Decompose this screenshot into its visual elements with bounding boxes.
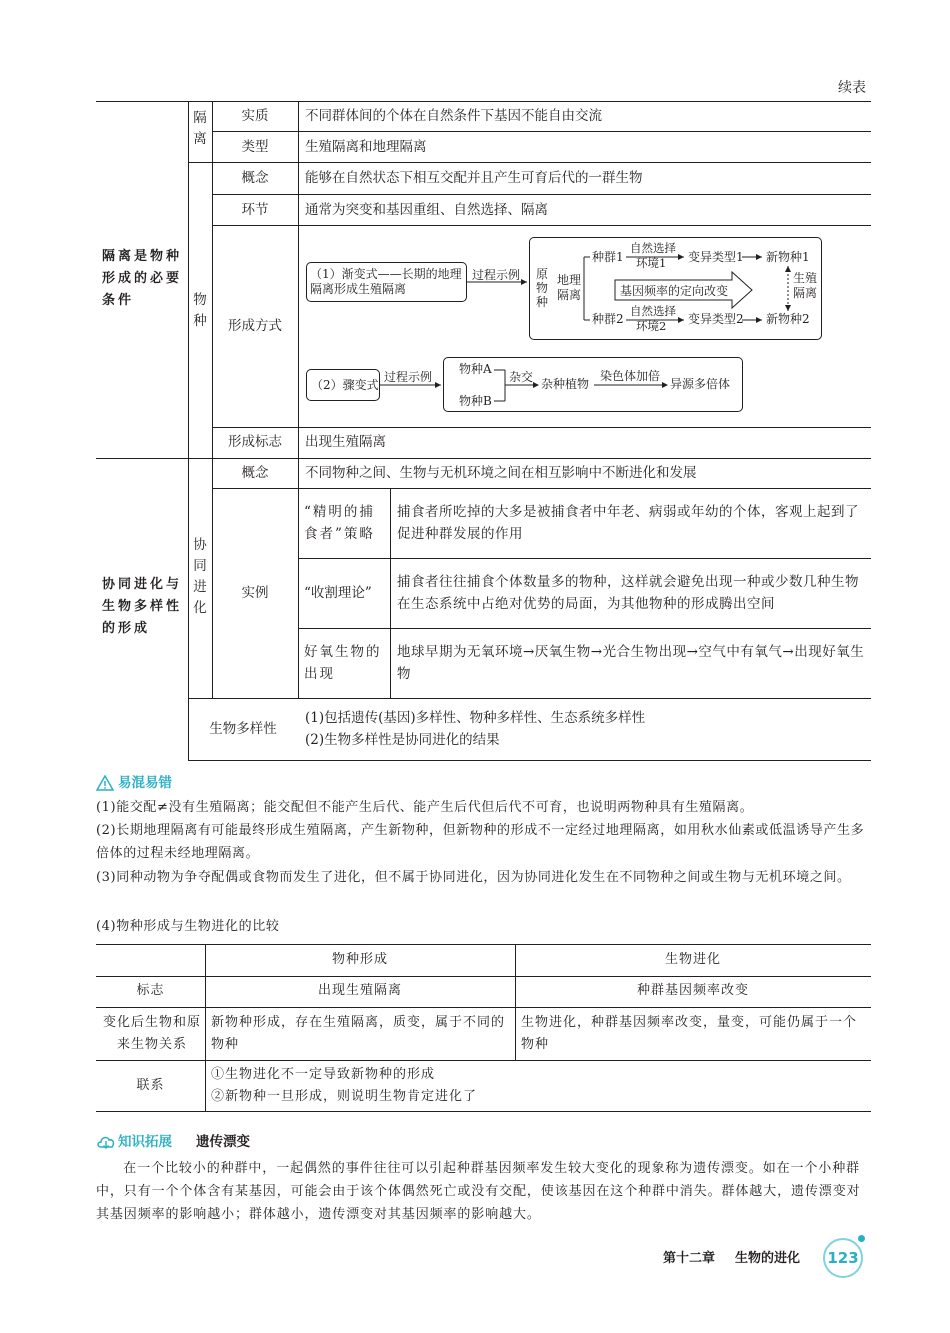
sel2-label: 自然选择 bbox=[630, 304, 676, 318]
row-label: 实例 bbox=[241, 585, 269, 601]
example-name: 好氧生物的出现 bbox=[304, 644, 382, 682]
example-text: 地球早期为无氧环境→厌氧生物→光合生物出现→空气中有氧气→出现好氧生物 bbox=[397, 644, 865, 682]
extension-title: 遗传漂变 bbox=[196, 1134, 250, 1150]
extension-tag: 知识拓展 bbox=[118, 1134, 172, 1150]
pitfall-item: (3)同种动物为争夺配偶或食物而发生了进化，但不属于协同进化，因为协同进化发生在不同物种之间或生物与无机环境之间。 bbox=[96, 870, 851, 885]
row-text: 出现生殖隔离 bbox=[305, 434, 386, 450]
var1-label: 变异类型1 bbox=[688, 250, 744, 264]
gradual-label: （1）渐变式——长期的地理隔离形成生殖隔离 bbox=[310, 267, 462, 296]
badge-dot bbox=[858, 1235, 865, 1242]
row-label: 生物多样性 bbox=[209, 721, 277, 737]
row-text: 不同群体间的个体在自然条件下基因不能自由交流 bbox=[305, 108, 602, 124]
continued-label: 续表 bbox=[838, 80, 866, 96]
pitfall-item: (2)长期地理隔离有可能最终形成生殖隔离，产生新物种，但新物种的形成不一定经过地理隔离，如用秋水仙素或低温诱导产生多倍体的过程未经地理隔离。 bbox=[96, 823, 865, 861]
process-label: 过程示例 bbox=[384, 370, 433, 384]
cell: 新物种形成，存在生殖隔离，质变，属于不同的物种 bbox=[211, 1015, 506, 1052]
table-top-rule bbox=[96, 944, 871, 945]
link-line: ②新物种一旦形成，则说明生物肯定进化了 bbox=[211, 1089, 478, 1104]
pitfall-item: (1)能交配≠没有生殖隔离；能交配但不能产生后代、能产生后代但后代不可育，也说明两物种具有生殖隔离。 bbox=[96, 800, 754, 815]
row-label: 联系 bbox=[136, 1078, 165, 1093]
pitfall-item: (4)物种形成与生物进化的比较 bbox=[96, 919, 280, 934]
coevolution-vlabel: 协同进化 bbox=[193, 537, 207, 616]
chapter-title: 生物的进化 bbox=[735, 1251, 801, 1266]
polyploid-label: 异源多倍体 bbox=[670, 377, 731, 391]
link-line: ①生物进化不一定导致新物种的形成 bbox=[211, 1067, 436, 1082]
pop2-label: 种群2 bbox=[592, 312, 624, 326]
new2-label: 新物种2 bbox=[766, 312, 810, 326]
example-text: 捕食者往往捕食个体数量多的物种，这样就会避免出现一种或少数几种生物在生态系统中占绝对优势的局面，为其他物种的形成腾出空间 bbox=[397, 574, 859, 612]
row-text: 生殖隔离和地理隔离 bbox=[305, 139, 427, 155]
pitfalls-title: 易混易错 bbox=[118, 775, 172, 791]
biodiversity-line: (1)包括遗传(基因)多样性、物种多样性、生态系统多样性 bbox=[305, 710, 646, 726]
new1-label: 新物种1 bbox=[766, 250, 810, 264]
cell: 出现生殖隔离 bbox=[317, 983, 402, 998]
row-label: 形成方式 bbox=[228, 318, 282, 334]
chapter-label: 第十二章 bbox=[663, 1251, 716, 1266]
row-text: 通常为突变和基因重组、自然选择、隔离 bbox=[305, 202, 548, 218]
example-name: “收割理论” bbox=[304, 585, 372, 601]
species-vlabel: 物种 bbox=[193, 292, 207, 329]
row-label: 环节 bbox=[241, 202, 269, 218]
hybrid-label: 杂种植物 bbox=[541, 377, 590, 391]
row-label: 变化后生物和原来生物关系 bbox=[103, 1015, 202, 1052]
table-bottom-rule bbox=[96, 1111, 871, 1112]
column-header: 物种形成 bbox=[331, 952, 388, 967]
env1-label: 环境1 bbox=[636, 256, 667, 270]
var2-label: 变异类型2 bbox=[688, 312, 744, 326]
warning-icon bbox=[96, 775, 114, 791]
pop1-label: 种群1 bbox=[592, 250, 624, 264]
process-label: 过程示例 bbox=[472, 268, 521, 282]
row-label: 标志 bbox=[136, 983, 165, 998]
biodiversity-line: (2)生物多样性是协同进化的结果 bbox=[305, 732, 500, 748]
row-divider bbox=[96, 976, 871, 977]
double-label: 染色体加倍 bbox=[600, 369, 661, 383]
cloud-icon bbox=[96, 1134, 116, 1150]
species-a-label: 物种A bbox=[459, 362, 492, 376]
row-label: 概念 bbox=[241, 170, 269, 186]
sudden-label: （2）骤变式 bbox=[311, 378, 379, 392]
origin-label: 原物种 bbox=[536, 267, 549, 309]
sel1-label: 自然选择 bbox=[630, 241, 676, 255]
repro-iso-label: 生殖隔离 bbox=[792, 271, 817, 300]
row-label: 类型 bbox=[241, 139, 269, 155]
row-text: 能够在自然状态下相互交配并且产生可育后代的一群生物 bbox=[305, 170, 643, 186]
example-text: 捕食者所吃掉的大多是被捕食者中年老、病弱或年幼的个体，客观上起到了促进种群发展的作用 bbox=[397, 504, 859, 542]
column-header: 生物进化 bbox=[664, 952, 721, 967]
group-title-isolation: 隔离是物种形成的必要条件 bbox=[102, 249, 183, 308]
geo-iso-label: 地理隔离 bbox=[556, 273, 581, 302]
row-label: 形成标志 bbox=[228, 434, 282, 450]
row-divider bbox=[96, 1007, 871, 1008]
gene-freq-label: 基因频率的定向改变 bbox=[620, 284, 729, 298]
row-label: 实质 bbox=[241, 108, 269, 124]
cell: 生物进化，种群基因频率改变，量变，可能仍属于一个物种 bbox=[521, 1015, 858, 1052]
cell: 种群基因频率改变 bbox=[636, 983, 749, 998]
group-title-coevolution: 协同进化与生物多样性的形成 bbox=[102, 577, 183, 636]
row-text: 不同物种之间、生物与无机环境之间在相互影响中不断进化和发展 bbox=[305, 465, 697, 481]
env2-label: 环境2 bbox=[636, 319, 667, 333]
species-b-label: 物种B bbox=[459, 394, 492, 408]
isolation-vlabel: 隔离 bbox=[193, 110, 207, 147]
page-number: 123 bbox=[827, 1249, 859, 1267]
row-divider bbox=[96, 1060, 871, 1061]
example-name: “精明的捕食者”策略 bbox=[304, 504, 375, 542]
row-label: 概念 bbox=[241, 465, 269, 481]
cross-label: 杂交 bbox=[509, 370, 534, 384]
extension-text: 在一个比较小的种群中，一起偶然的事件往往可以引起种群基因频率发生较大变化的现象称为遗传漂变。如在一个小种群中，只有一个个体含有某基因，可能会由于该个体偶然死亡或没有交配，使该基因在这个种群中消失。群体越大，遗传漂变对其基因频率的影响越小；群体越小，遗传漂变对其基因频率的影响越大。 bbox=[96, 1161, 861, 1222]
